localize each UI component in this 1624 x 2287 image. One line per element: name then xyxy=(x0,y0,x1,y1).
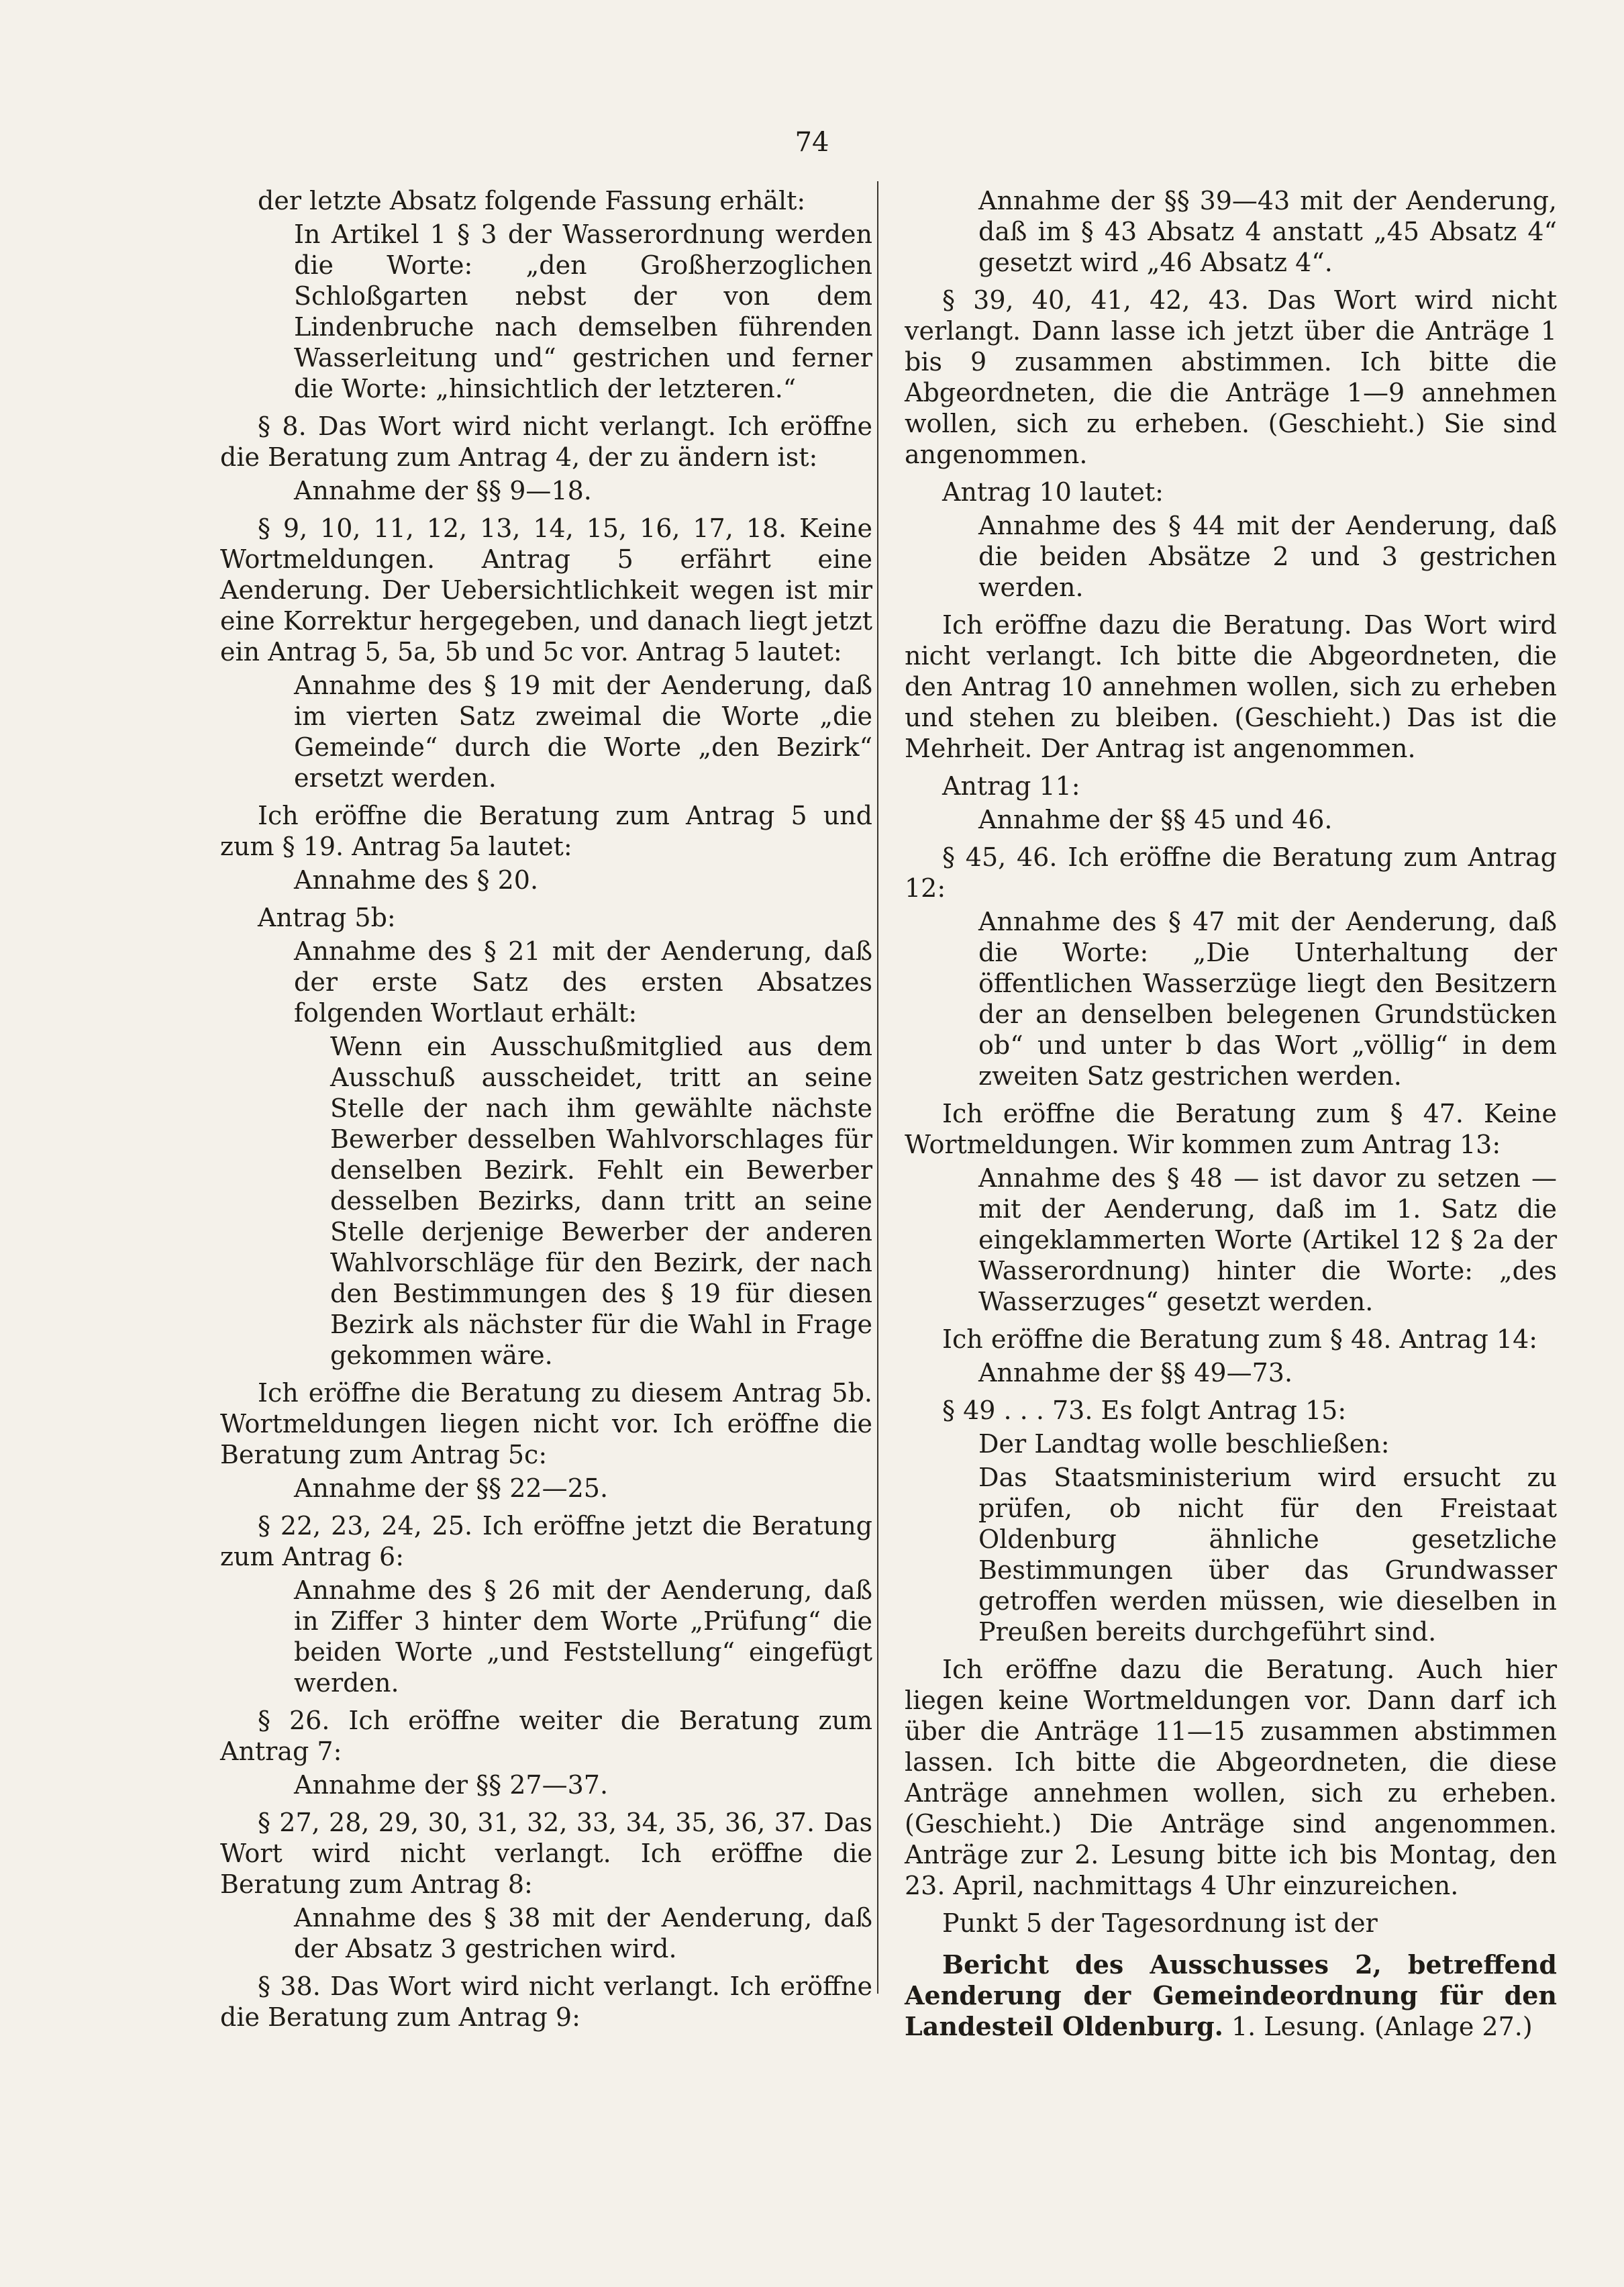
paragraph: Annahme der §§ 9—18. xyxy=(294,476,592,505)
paragraph: § 38. Das Wort wird nicht verlangt. Ich eröffne die Beratung zum Antrag 9: xyxy=(220,1972,872,2032)
page-number: 74 xyxy=(795,127,829,158)
paragraph: § 49 . . . 73. Es folgt Antrag 15: xyxy=(942,1396,1347,1425)
paragraph: Ich eröffne die Beratung zum § 48. Antrag 14: xyxy=(942,1324,1538,1354)
paragraph: Ich eröffne dazu die Beratung. Auch hier liegen keine Wortmeldungen vor. Dann darf ich über die Anträge 11—15 zusammen abstimmen lassen. Ich bitte die Abgeordneten, die diese Anträge annehmen wollen, sich zu erheben. (Geschieht.) Die Anträge sind angenommen. Anträge zur 2. Lesung bitte ich bis Montag, den 23. April, nachmittags 4 Uhr einzureichen. xyxy=(905,1655,1557,1900)
paragraph: Wenn ein Ausschußmitglied aus dem Ausschuß ausscheidet, tritt an seine Stelle der nach ihm gewählte nächste Bewerber desselben Wahlvorschlages für denselben Bezirk. Fehlt ein Bewerber desselben Bezirks, dann tritt an seine Stelle derjenige Bewerber der anderen Wahlvorschläge für den Bezirk, der nach den Bestimmungen des § 19 für diesen Bezirk als nächster für die Wahl in Frage gekommen wäre. xyxy=(330,1032,872,1370)
paragraph: Annahme des § 44 mit der Aenderung, daß die beiden Absätze 2 und 3 gestrichen werden. xyxy=(978,511,1557,602)
paragraph: Antrag 10 lautet: xyxy=(942,477,1164,507)
paragraph: Der Landtag wolle beschließen: xyxy=(978,1429,1390,1459)
paragraph: § 27, 28, 29, 30, 31, 32, 33, 34, 35, 36, 37. Das Wort wird nicht verlangt. Ich eröffne die Beratung zum Antrag 8: xyxy=(220,1808,872,1899)
paragraph: Annahme der §§ 27—37. xyxy=(294,1770,609,1800)
paragraph: Das Staatsministerium wird ersucht zu prüfen, ob nicht für den Freistaat Oldenburg ähnliche gesetzliche Bestimmungen über das Grundwasser getroffen werden müssen, wie dieselben in Preußen bereits durchgeführt sind. xyxy=(978,1463,1557,1647)
paragraph: Ich eröffne die Beratung zu diesem Antrag 5b. Wortmeldungen liegen nicht vor. Ich eröffne die Beratung zum Antrag 5c: xyxy=(220,1378,872,1469)
paragraph: Annahme der §§ 39—43 mit der Aenderung, daß im § 43 Absatz 4 anstatt „45 Absatz 4“ gesetzt wird „46 Absatz 4“. xyxy=(978,186,1557,277)
paragraph: Annahme des § 26 mit der Aenderung, daß in Ziffer 3 hinter dem Worte „Prüfung“ die beiden Worte „und Feststellung“ eingefügt werden. xyxy=(294,1575,872,1698)
right-column xyxy=(905,185,1557,2045)
agenda-heading-bold: Bericht des Ausschusses 2, betreffend Aenderung der Gemeindeordnung für den Landesteil Oldenburg. xyxy=(905,1949,1557,2041)
paragraph: Ich eröffne die Beratung zum § 47. Keine Wortmeldungen. Wir kommen zum Antrag 13: xyxy=(905,1099,1557,1159)
paragraph: § 39, 40, 41, 42, 43. Das Wort wird nicht verlangt. Dann lasse ich jetzt über die Anträge 1 bis 9 zusammen abstimmen. Ich bitte die Abgeordneten, die die Anträge 1—9 annehmen wollen, sich zu erheben. (Geschieht.) Sie sind angenommen. xyxy=(905,285,1557,469)
paragraph: Annahme des § 20. xyxy=(294,865,539,895)
paragraph: Annahme des § 48 — ist davor zu setzen — mit der Aenderung, daß im 1. Satz die eingeklammerten Worte (Artikel 12 § 2a der Wasserordnung) hinter die Worte: „des Wasserzuges“ gesetzt werden. xyxy=(978,1163,1557,1316)
agenda-heading-note: 1. Lesung. (Anlage 27.) xyxy=(1223,2012,1533,2041)
paragraph: Annahme des § 47 mit der Aenderung, daß die Worte: „Die Unterhaltung der öffentlichen Wasserzüge liegt den Besitzern der an denselben belegenen Grundstücken ob“ und unter b das Wort „völlig“ in dem zweiten Satz gestrichen werden. xyxy=(978,907,1557,1091)
paragraph: der letzte Absatz folgende Fassung erhält: xyxy=(258,186,806,215)
paragraph: In Artikel 1 § 3 der Wasserordnung werden die Worte: „den Großherzoglichen Schloßgarten nebst der von dem Lindenbruche nach demselben führenden Wasserleitung und“ gestrichen und ferner die Worte: „hinsichtlich der letzteren.“ xyxy=(294,220,872,403)
paragraph: Annahme des § 21 mit der Aenderung, daß der erste Satz des ersten Absatzes folgenden Wortlaut erhält: xyxy=(294,936,872,1028)
paragraph: Annahme der §§ 22—25. xyxy=(294,1473,609,1503)
paragraph: § 9, 10, 11, 12, 13, 14, 15, 16, 17, 18. Keine Wortmeldungen. Antrag 5 erfährt eine Aenderung. Der Uebersichtlichkeit wegen ist mir eine Korrektur hergegeben, und danach liegt jetzt ein Antrag 5, 5a, 5b und 5c vor. Antrag 5 lautet: xyxy=(220,514,872,667)
paragraph: Annahme des § 19 mit der Aenderung, daß im vierten Satz zweimal die Worte „die Gemeinde“ durch die Worte „den Bezirk“ ersetzt werden. xyxy=(294,671,872,793)
left-column xyxy=(220,185,872,2035)
agenda-heading xyxy=(905,1949,1557,2042)
paragraph: § 22, 23, 24, 25. Ich eröffne jetzt die Beratung zum Antrag 6: xyxy=(220,1511,872,1571)
paragraph: Ich eröffne dazu die Beratung. Das Wort wird nicht verlangt. Ich bitte die Abgeordneten, die den Antrag 10 annehmen wollen, sich zu erheben und stehen zu bleiben. (Geschieht.) Das ist die Mehrheit. Der Antrag ist angenommen. xyxy=(905,610,1557,763)
paragraph: Punkt 5 der Tagesordnung ist der xyxy=(942,1908,1378,1938)
paragraph: § 45, 46. Ich eröffne die Beratung zum Antrag 12: xyxy=(905,842,1557,903)
paragraph: Annahme des § 38 mit der Aenderung, daß der Absatz 3 gestrichen wird. xyxy=(294,1903,872,1963)
paragraph: Ich eröffne die Beratung zum Antrag 5 und zum § 19. Antrag 5a lautet: xyxy=(220,801,872,861)
paragraph: Antrag 5b: xyxy=(258,903,396,932)
paragraph: Annahme der §§ 49—73. xyxy=(978,1358,1293,1388)
paragraph: § 8. Das Wort wird nicht verlangt. Ich eröffne die Beratung zum Antrag 4, der zu ändern ist: xyxy=(220,411,872,472)
paragraph: Antrag 11: xyxy=(942,771,1080,801)
paragraph: Annahme der §§ 45 und 46. xyxy=(978,805,1333,834)
paragraph: § 26. Ich eröffne weiter die Beratung zum Antrag 7: xyxy=(220,1706,872,1766)
column-divider xyxy=(877,181,878,1994)
